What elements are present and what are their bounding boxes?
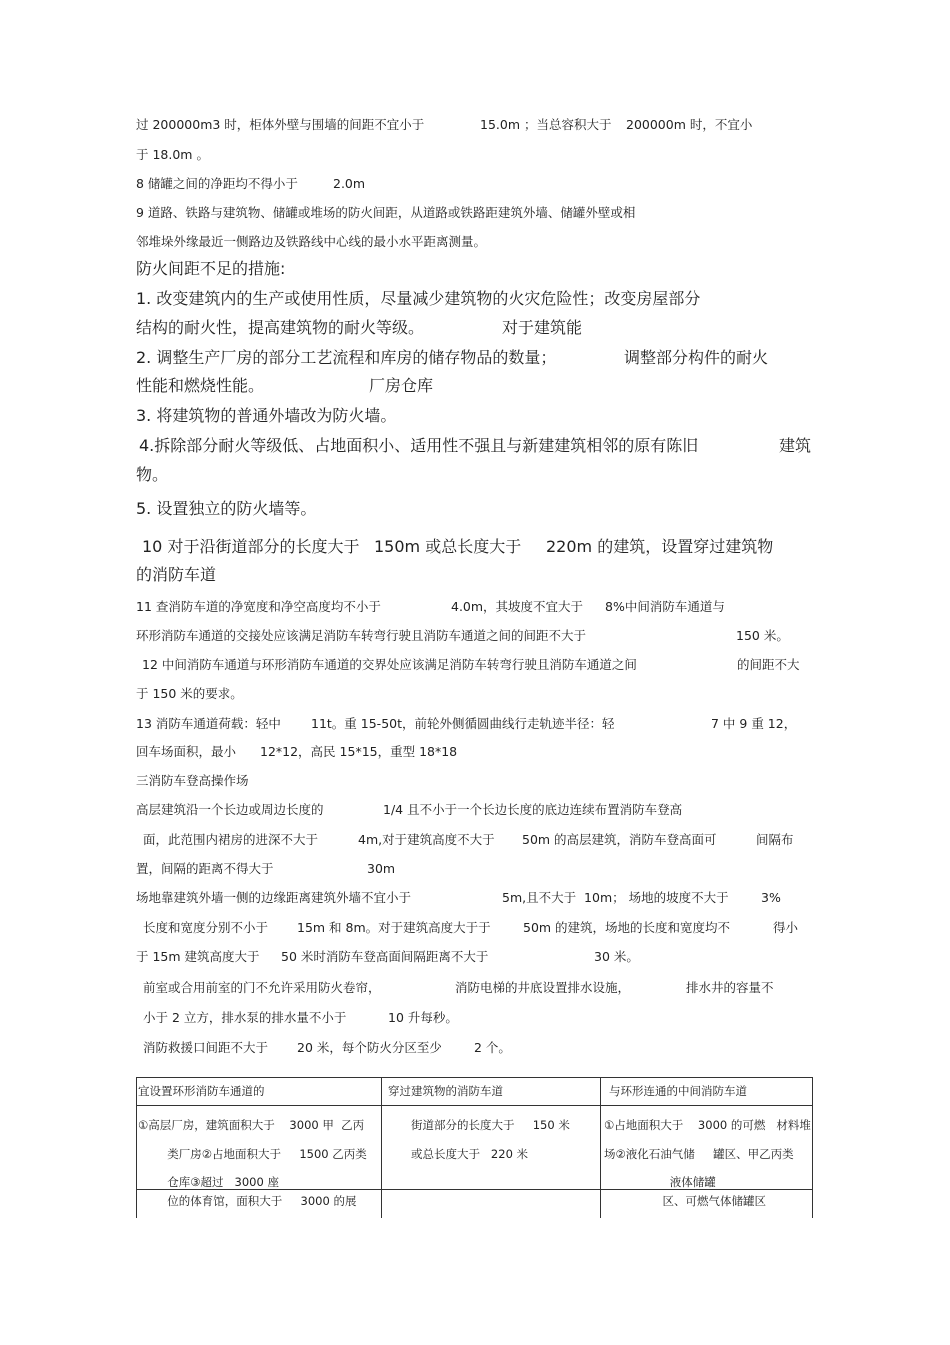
text-line: 12*12，高民 15*15，重型 18*18: [260, 744, 458, 759]
table-row: [137, 1190, 813, 1218]
text-line: 回车场面积，最小: [136, 744, 237, 759]
table-header-cell: [137, 1078, 382, 1106]
text-line: 2 个。: [474, 1040, 511, 1055]
text-line: 得小: [773, 920, 799, 935]
cell-text: 仓库③超过 3000 座: [138, 1175, 279, 1189]
text-line: 厂房仓库: [369, 376, 434, 395]
text-line: 4m,对于建筑高度不大于: [358, 832, 495, 847]
text-line: 9 道路、铁路与建筑物、储罐或堆场的防火间距，从道路或铁路距建筑外墙、储罐外壁或相: [136, 205, 636, 220]
text-line: 2.0m: [333, 176, 366, 191]
text-line: 150 米。: [736, 628, 789, 643]
text-line: 间隔布: [756, 832, 794, 847]
text-line: 建筑: [779, 436, 812, 455]
text-line: 50 米时消防车登高面间隔距离不大于: [281, 949, 489, 964]
text-line: 于 150 米的要求。: [136, 686, 243, 701]
text-line: 排水井的容量不: [686, 980, 774, 995]
text-line: 1. 改变建筑内的生产或使用性质，尽量减少建筑物的火灾危险性；改变房屋部分: [136, 289, 701, 308]
cell-text: 类厂房②占地面积大于 1500 乙丙类: [138, 1147, 367, 1161]
text-line: 的消防车道: [136, 565, 217, 584]
text-line: 环形消防车通道的交接处应该满足消防车转弯行驶且消防车通道之间的间距不大于: [136, 628, 587, 643]
text-line: 30m: [367, 861, 396, 876]
header-label: 与环形连通的中间消防车道: [609, 1084, 747, 1098]
text-line: 4.0m，其坡度不宜大于: [451, 599, 584, 614]
table-header-cell: [382, 1078, 601, 1106]
text-line: 场地靠建筑外墙一侧的边缘距离建筑外墙不宜小于: [136, 890, 412, 905]
text-line: 150m 或总长度大于: [374, 537, 522, 556]
text-line: 220m 的建筑，设置穿过建筑物: [546, 537, 774, 556]
text-line: 5m,且不大于 10m； 场地的坡度不大于: [502, 890, 729, 905]
cell-text: 或总长度大于 220 米: [400, 1147, 529, 1161]
fire-lane-table: [136, 1077, 813, 1218]
text-line: 13 消防车通道荷载：轻中: [136, 716, 281, 731]
text-line: 前室或合用前室的门不允许采用防火卷帘，: [143, 980, 381, 995]
text-line: 调整部分构件的耐火: [624, 348, 769, 367]
cell-text: 区、可燃气体储罐区: [604, 1194, 766, 1208]
text-line: 小于 2 立方，排水泵的排水量不小于: [143, 1010, 347, 1025]
text-line: 高层建筑沿一个长边或周边长度的: [136, 802, 324, 817]
text-line: 5. 设置独立的防火墙等。: [136, 499, 317, 518]
text-line: 消防救援口间距不大于: [143, 1040, 269, 1055]
text-line: 2. 调整生产厂房的部分工艺流程和库房的储存物品的数量；: [136, 348, 557, 367]
text-line: 50m 的高层建筑，消防车登高面可: [522, 832, 717, 847]
text-line: 防火间距不足的措施:: [136, 259, 286, 278]
text-line: 15m 和 8m。对于建筑高度大于于: [297, 920, 491, 935]
header-label: 宜设置环形消防车通道的: [138, 1084, 265, 1098]
text-line: 结构的耐火性，提高建筑物的耐火等级。: [136, 318, 425, 337]
text-line: 200000m 时，不宜小: [626, 117, 753, 132]
text-line: 10 升每秒。: [388, 1010, 458, 1025]
cell-text: 场②液化石油气储 罐区、甲乙丙类: [604, 1147, 794, 1161]
table-cell: [382, 1190, 601, 1218]
cell-text: 街道部分的长度大于 150 米: [400, 1118, 570, 1132]
text-line: 物。: [136, 465, 169, 484]
text-line: 1/4 且不小于一个长边长度的底边连续布置消防车登高: [383, 802, 683, 817]
text-line: 3%: [761, 890, 781, 905]
text-line: 30 米。: [594, 949, 639, 964]
text-line: 3. 将建筑物的普通外墙改为防火墙。: [136, 406, 397, 425]
table-header-row: [137, 1078, 813, 1106]
text-line: 消防电梯的井底设置排水设施，: [455, 980, 631, 995]
table-cell: [382, 1106, 601, 1190]
text-line: 面，此范围内裙房的进深不大于: [143, 832, 319, 847]
text-line: 10 对于沿街道部分的长度大于: [142, 537, 360, 556]
cell-text: ①高层厂房，建筑面积大于 3000 甲 乙丙: [138, 1118, 365, 1132]
text-line: 邻堆垛外缘最近一侧路边及铁路线中心线的最小水平距离测量。: [136, 234, 487, 249]
text-line: 于 15m 建筑高度大于: [136, 949, 260, 964]
text-line: 8 储罐之间的净距均不得小于: [136, 176, 298, 191]
text-line: 15.0m ；当总容积大于: [480, 117, 612, 132]
text-line: 对于建筑能: [502, 318, 583, 337]
text-line: 于 18.0m 。: [136, 147, 209, 162]
text-line: 过 200000m3 时，柜体外壁与围墙的间距不宜小于: [136, 117, 425, 132]
cell-text: ①占地面积大于 3000 的可燃 材料堆: [604, 1118, 811, 1132]
text-line: 20 米，每个防火分区至少: [297, 1040, 442, 1055]
text-line: 12 中间消防车通道与环形消防车通道的交界处应该满足消防车转弯行驶且消防车通道之间: [142, 657, 637, 672]
text-line: 三消防车登高操作场: [136, 773, 249, 788]
text-line: 置，间隔的距离不得大于: [136, 861, 274, 876]
cell-text: 液体储罐: [604, 1175, 716, 1189]
text-line: 11t。重 15-50t，前轮外侧循圆曲线行走轨迹半径：轻: [311, 716, 615, 731]
text-line: 7 中 9 重 12，: [711, 716, 797, 731]
text-line: 8%中间消防车通道与: [605, 599, 725, 614]
table-cell: [601, 1190, 813, 1218]
table-row: [137, 1106, 813, 1190]
text-line: 4.拆除部分耐火等级低、占地面积小、适用性不强且与新建建筑相邻的原有陈旧: [139, 436, 699, 455]
table-cell: [601, 1106, 813, 1190]
header-label: 穿过建筑物的消防车道: [388, 1084, 503, 1098]
cell-text: 位的体育馆，面积大于 3000 的展: [138, 1194, 357, 1208]
table-cell: [137, 1106, 382, 1190]
table-header-cell: [601, 1078, 813, 1106]
table-cell: [137, 1190, 382, 1218]
text-line: 11 查消防车道的净宽度和净空高度均不小于: [136, 599, 381, 614]
text-line: 50m 的建筑，场地的长度和宽度均不: [523, 920, 731, 935]
text-line: 的间距不大: [737, 657, 800, 672]
text-line: 性能和燃烧性能。: [136, 376, 265, 395]
text-line: 长度和宽度分别不小于: [143, 920, 269, 935]
